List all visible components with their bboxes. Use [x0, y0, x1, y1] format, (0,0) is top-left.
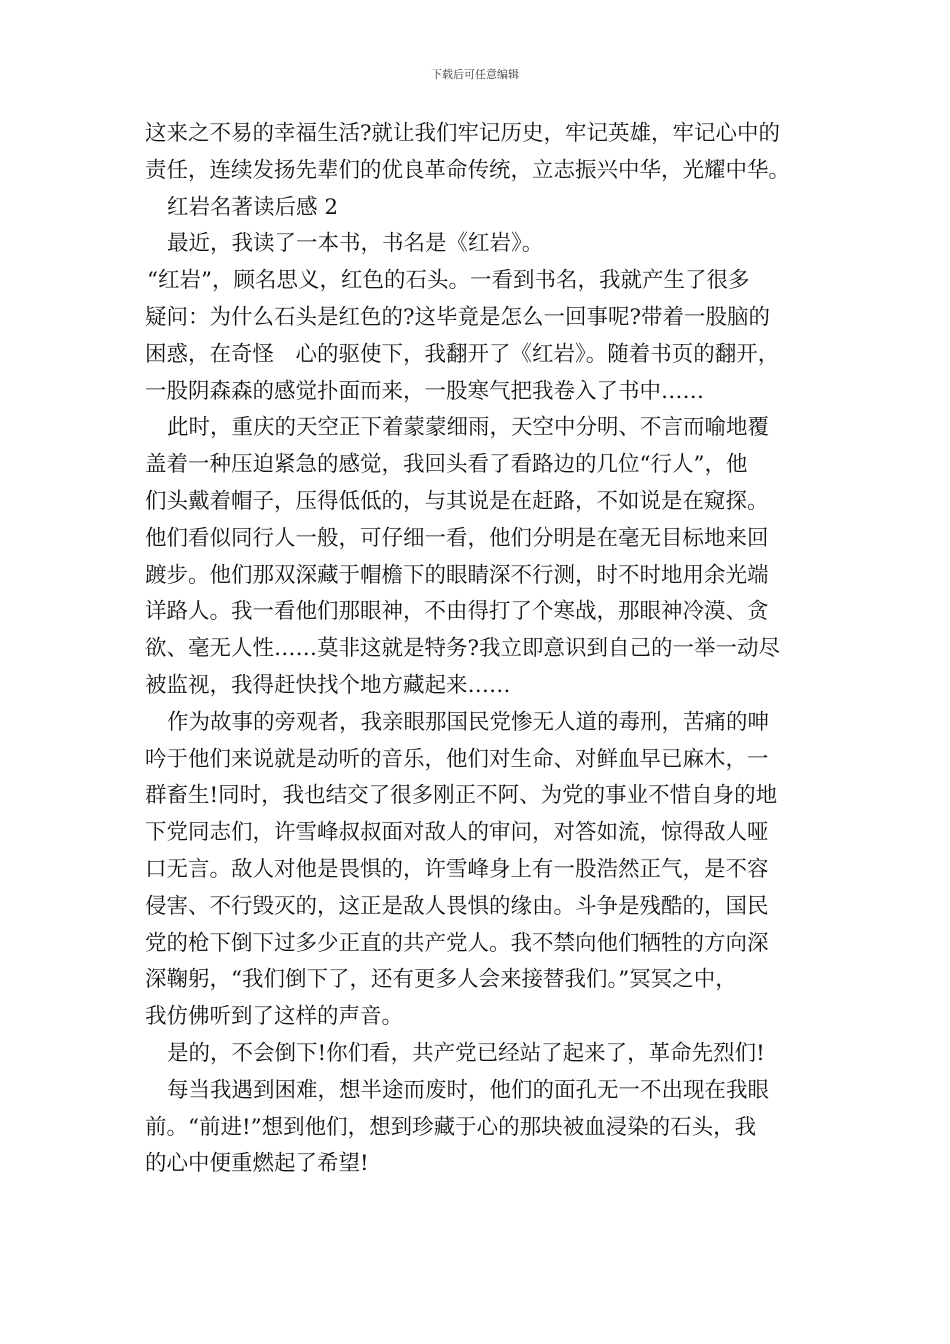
- text-line: 前。“前进!”想到他们，想到珍藏于心的那块被血浸染的石头，我: [145, 1114, 757, 1140]
- text-line: 他们看似同行人一般，可仔细一看，他们分明是在毫无目标地来回: [145, 525, 769, 551]
- text-line: 深鞠躬，“我们倒下了，还有更多人会来接替我们。”冥冥之中，: [145, 967, 737, 993]
- text-line: 详路人。我一看他们那眼神，不由得打了个寒战，那眼神冷漠、贪: [145, 599, 769, 625]
- text-line: 下党同志们，许雪峰叔叔面对敌人的审问，对答如流，惊得敌人哑: [145, 820, 769, 846]
- text-line: 侵害、不行毁灭的，这正是敌人畏惧的缘由。斗争是残酷的，国民: [145, 893, 769, 919]
- text-line: 最近，我读了一本书，书名是《红岩》。: [167, 231, 544, 257]
- text-line: 吟于他们来说就是动听的音乐，他们对生命、对鲜血早已麻木，一: [145, 746, 769, 772]
- text-line: 困惑，在奇怪 心的驱使下，我翻开了《红岩》。随着书页的翻开，: [145, 341, 780, 367]
- text-line: 党的枪下倒下过多少正直的共产党人。我不禁向他们牺牲的方向深: [145, 930, 769, 956]
- text-line: 盖着一种压迫紧急的感觉，我回头看了看路边的几位“行人”，他: [145, 452, 748, 478]
- text-line: 一股阴森森的感觉扑面而来，一股寒气把我卷入了书中……: [145, 378, 705, 404]
- section-heading: 红岩名著读后感 2: [167, 194, 339, 220]
- text-line: 此时，重庆的天空正下着蒙蒙细雨，天空中分明、不言而喻地覆: [167, 415, 770, 441]
- text-line: 每当我遇到困难，想半途而废时，他们的面孔无一不出现在我眼: [167, 1077, 770, 1103]
- text-line: 的心中便重燃起了希望!: [145, 1151, 369, 1177]
- text-line: 疑问：为什么石头是红色的?这毕竟是怎么一回事呢?带着一股脑的: [145, 304, 771, 330]
- text-line: 欲、毫无人性……莫非这就是特务?我立即意识到自己的一举一动尽: [145, 636, 781, 662]
- text-line: 是的，不会倒下!你们看，共产党已经站了起来了，革命先烈们!: [167, 1040, 765, 1066]
- text-line: 群畜生!同时，我也结交了很多刚正不阿、为党的事业不惜自身的地: [145, 783, 778, 809]
- text-line: 被监视，我得赶快找个地方藏起来……: [145, 672, 511, 698]
- page-header: 下载后可任意编辑: [431, 68, 519, 81]
- text-line: 们头戴着帽子，压得低低的，与其说是在赶路，不如说是在窥探。: [145, 488, 769, 514]
- text-line: 作为故事的旁观者，我亲眼那国民党惨无人道的毒刑，苦痛的呻: [167, 709, 770, 735]
- text-line: 口无言。敌人对他是畏惧的，许雪峰身上有一股浩然正气，是不容: [145, 856, 769, 882]
- text-line: 踱步。他们那双深藏于帽檐下的眼睛深不行测，时不时地用余光端: [145, 562, 769, 588]
- text-line: 责任，连续发扬先辈们的优良革命传统，立志振兴中华，光耀中华。: [145, 157, 791, 183]
- text-line: 这来之不易的幸福生活?就让我们牢记历史，牢记英雄，牢记心中的: [145, 121, 781, 146]
- text-line: “红岩”，顾名思义，红色的石头。一看到书名，我就产生了很多: [147, 268, 750, 294]
- text-line: 我仿佛听到了这样的声音。: [145, 1004, 404, 1030]
- article-body: [145, 116, 810, 1183]
